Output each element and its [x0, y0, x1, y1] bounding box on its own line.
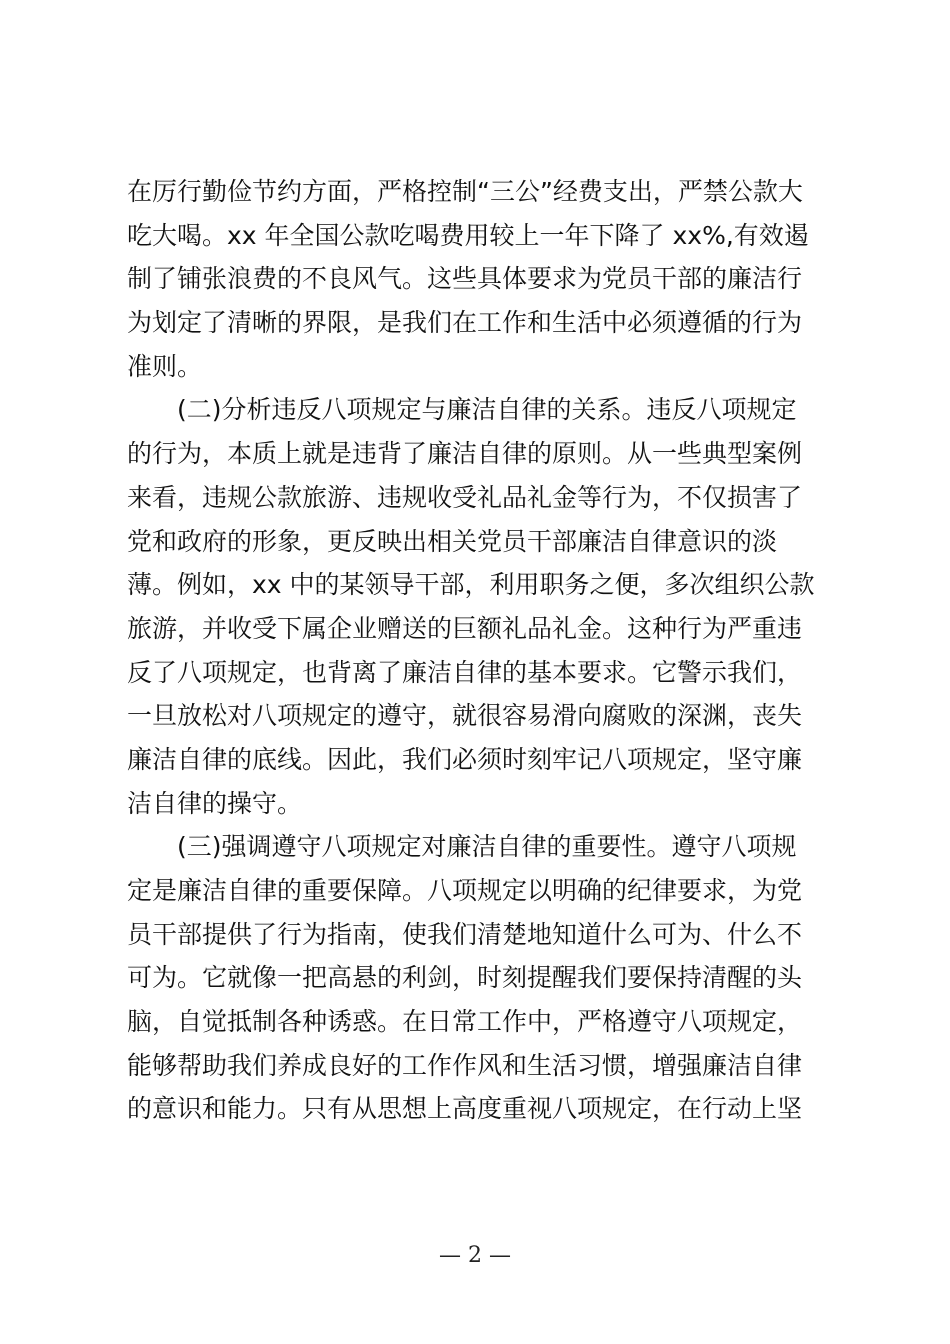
text-line: 一旦放松对八项规定的遵守，就很容易滑向腐败的深渊，丧失	[127, 701, 803, 731]
section-heading-line: (三)强调遵守八项规定对廉洁自律的重要性。遵守八项规	[177, 832, 797, 862]
text-line: 薄。例如，xx 中的某领导干部，利用职务之便，多次组织公款	[127, 570, 815, 600]
section-heading-line: (二)分析违反八项规定与廉洁自律的关系。违反八项规定	[177, 395, 797, 425]
text-line: 反了八项规定，也背离了廉洁自律的基本要求。它警示我们，	[127, 657, 803, 687]
text-line: 准则。	[127, 351, 203, 381]
text-line: 吃大喝。xx 年全国公款吃喝费用较上一年下降了 xx%,有效遏	[127, 220, 809, 250]
page-number: — 2 —	[439, 1243, 511, 1268]
text-line: 的意识和能力。只有从思想上高度重视八项规定，在行动上坚	[127, 1094, 803, 1124]
body-text	[127, 170, 827, 1131]
text-line: 可为。它就像一把高悬的利剑，时刻提醒我们要保持清醒的头	[127, 963, 803, 993]
text-line: 能够帮助我们养成良好的工作作风和生活习惯，增强廉洁自律	[127, 1050, 803, 1080]
text-line: 定是廉洁自律的重要保障。八项规定以明确的纪律要求，为党	[127, 876, 803, 905]
text-line: 来看，违规公款旅游、违规收受礼品礼金等行为，不仅损害了	[127, 482, 803, 512]
text-line: 制了铺张浪费的不良风气。这些具体要求为党员干部的廉洁行	[127, 264, 803, 294]
text-line: 廉洁自律的底线。因此，我们必须时刻牢记八项规定，坚守廉	[127, 744, 803, 774]
text-line: 洁自律的操守。	[127, 788, 303, 818]
text-line: 员干部提供了行为指南，使我们清楚地知道什么可为、什么不	[127, 919, 803, 949]
text-line: 党和政府的形象，更反映出相关党员干部廉洁自律意识的淡	[127, 526, 778, 556]
text-line: 为划定了清晰的界限，是我们在工作和生活中必须遵循的行为	[127, 308, 803, 338]
text-line: 在厉行勤俭节约方面，严格控制“三公”经费支出，严禁公款大	[127, 177, 803, 206]
text-line: 的行为，本质上就是违背了廉洁自律的原则。从一些典型案例	[127, 439, 803, 469]
text-line: 旅游，并收受下属企业赠送的巨额礼品礼金。这种行为严重违	[127, 613, 803, 643]
text-line: 脑，自觉抵制各种诱惑。在日常工作中，严格遵守八项规定，	[127, 1007, 803, 1037]
